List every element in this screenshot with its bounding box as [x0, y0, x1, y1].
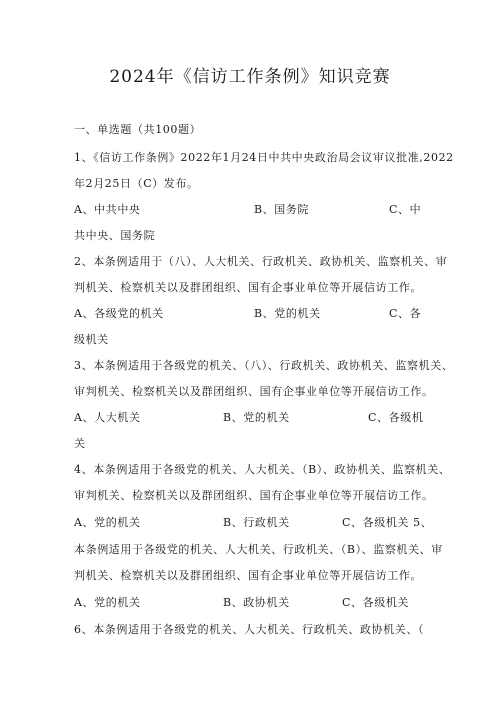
q4-option-c: C、各级机关 5、	[342, 516, 433, 529]
question-2-line-1: 2、本条例适用于（八）、人大机关、行政机关、政协机关、监察机关、审	[74, 255, 448, 268]
q3-option-a: A、人大机关	[74, 411, 141, 424]
question-3-line-1: 3、本条例适用于各级党的机关、（八）、行政机关、政协机关、监察机关、	[74, 359, 454, 372]
question-4-line-1: 4、本条例适用于各级党的机关、人大机关、（B）、政协机关、监察机关、	[74, 463, 451, 476]
question-3-line-2: 审判机关、检察机关以及群团组织、国有企事业单位等开展信访工作。	[74, 385, 434, 398]
question-6-line-1: 6、本条例适用于各级党的机关、人大机关、行政机关、政协机关、（	[74, 623, 425, 636]
q1-option-a: A、中共中央	[74, 203, 141, 216]
question-1-line-1: 1、《信访工作条例》2022年1月24日中共中央政治局会议审议批准,2022	[74, 151, 454, 164]
document-title: 2024年《信访工作条例》知识竞赛	[109, 67, 391, 87]
question-4-line-2: 审判机关、检察机关以及群团组织、国有企事业单位等开展信访工作。	[74, 489, 434, 502]
q5-option-b: B、政协机关	[223, 596, 290, 609]
q1-option-b: B、国务院	[254, 203, 310, 216]
q2-option-b: B、党的机关	[254, 307, 321, 320]
q3-option-c: C、各级机	[368, 411, 424, 424]
q5-option-c: C、各级机关	[342, 596, 410, 609]
question-1-line-2: 年2月25日（C）发布。	[74, 177, 199, 190]
question-2-line-2: 判机关、检察机关以及群团组织、国有企事业单位等开展信访工作。	[74, 281, 422, 294]
q1-option-c: C、中	[389, 203, 422, 216]
section-heading: 一、单选题（共100题）	[74, 123, 202, 136]
q5-option-a: A、党的机关	[74, 596, 141, 609]
question-5-line-1: 本条例适用于各级党的机关、人大机关、行政机关、（B）、监察机关、审	[74, 543, 443, 556]
q2-option-c-continued: 级机关	[74, 333, 109, 346]
q1-option-c-continued: 共中央、国务院	[74, 229, 156, 242]
q2-option-a: A、各级党的机关	[74, 307, 164, 320]
q4-option-b: B、行政机关	[223, 516, 290, 529]
q2-option-c: C、各	[389, 307, 422, 320]
q3-option-b: B、党的机关	[223, 411, 290, 424]
q4-option-a: A、党的机关	[74, 516, 141, 529]
q3-option-c-continued: 关	[74, 437, 86, 450]
question-5-line-2: 判机关、检察机关以及群团组织、国有企事业单位等开展信访工作。	[74, 569, 422, 582]
